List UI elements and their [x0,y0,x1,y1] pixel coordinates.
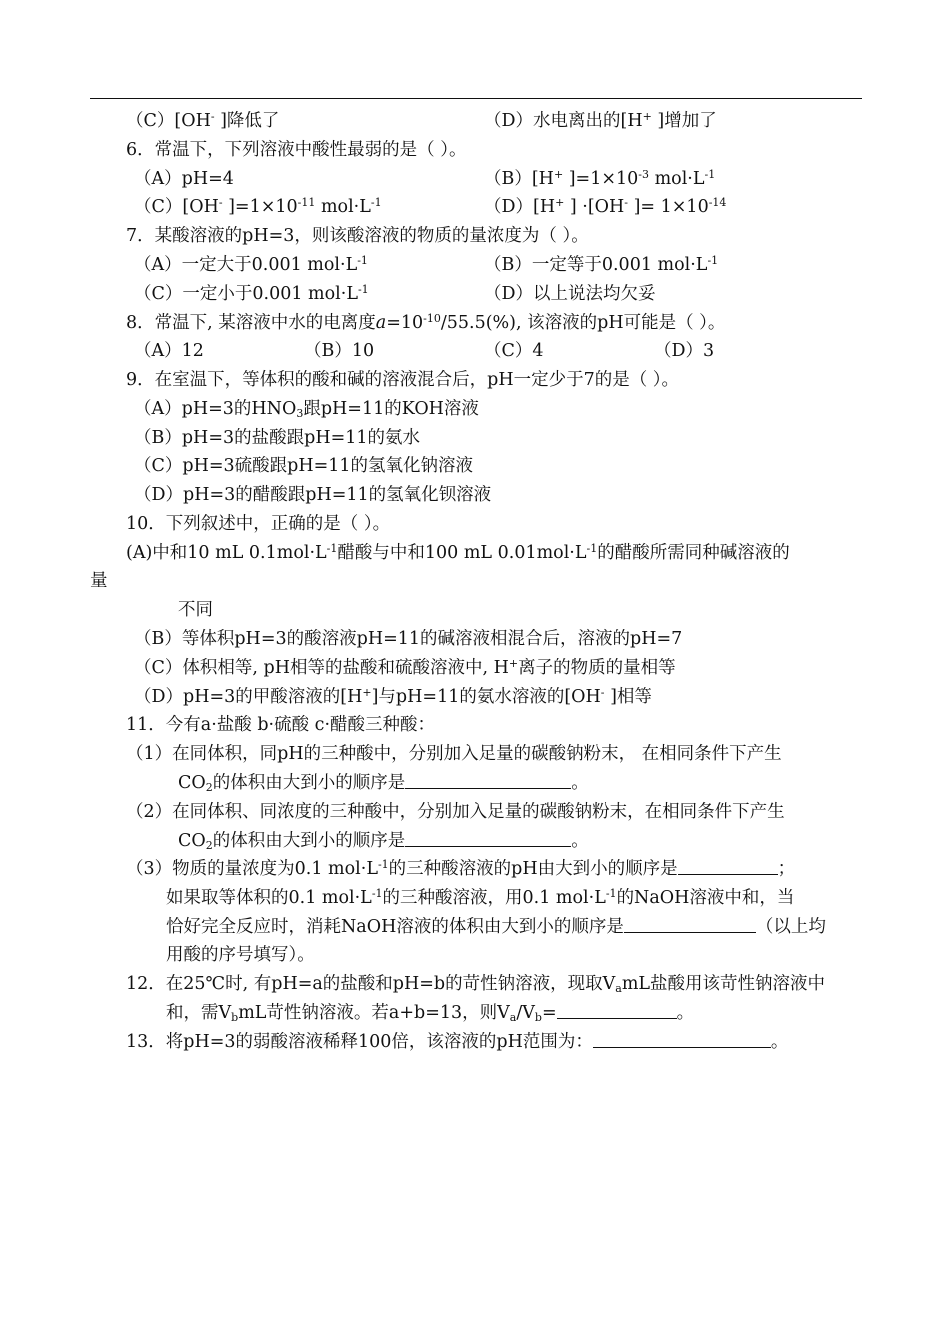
header-rule [90,98,862,99]
q13-line1: 13．将pH=3的弱酸溶液稀释100倍，该溶液的pH范围为： 。 [126,1032,789,1052]
q10-option-a-cont: 不同 [178,600,213,620]
q6-option-a: （A）pH=4 [134,169,234,189]
q10-option-b: （B）等体积pH=3的酸溶液pH=11的碱溶液相混合后，溶液的pH=7 [134,629,683,649]
q6-option-d: （D）[H+ ] ·[OH- ]= $1\times 10^{-14}$ [484,196,727,217]
answer-blank[interactable] [557,1004,677,1019]
q6-stem: 6．常温下，下列溶液中酸性最弱的是（ ）。 [126,140,467,160]
answer-blank[interactable] [405,832,571,847]
q8-option-d: （D）3 [654,341,715,361]
q11-stem: 11．今有a·盐酸 b·硫酸 c·醋酸三种酸： [126,715,436,735]
q11-part3-cont2: 恰好完全反应时，消耗NaOH溶液的体积由大到小的顺序是 （以上均 [166,917,826,937]
answer-blank[interactable] [678,860,778,875]
q9-option-a: （A）pH=3的$HNO_3$跟pH=11的KOH溶液 [134,399,479,420]
q8-option-b: （B）10 [304,341,375,361]
q10-option-a-wrap: 量 [90,571,108,591]
q10-option-d: （D）pH=3的甲酸溶液的[H+]与pH=11的氨水溶液的[OH- ]相等 [134,686,652,707]
q8-option-c: （C）4 [484,341,544,361]
answer-blank[interactable] [624,918,756,933]
q9-option-c: （C）pH=3硫酸跟pH=11的氢氧化钠溶液 [134,456,474,476]
q5-option-c: （C）[OH- ]降低了 [126,110,280,131]
q7-option-a: （A）一定大于0.001 $mol\cdot L^{-1}$ [134,254,368,275]
q11-part3-cont3: 用酸的序号填写）。 [166,945,315,965]
q10-option-c: （C）体积相等, pH相等的盐酸和硫酸溶液中, H+离子的物质的量相等 [134,657,676,678]
q10-option-a: (A)中和10 mL $0.1mol\cdot L^{-1}$醋酸与中和100 mL $0.01mol\cdot L^{-1}$的醋酸所需同种碱溶液的 [126,542,790,563]
q11-part2-cont: $CO_2$的体积由大到小的顺序是 。 [178,831,589,852]
q10-stem: 10．下列叙述中，正确的是（ ）。 [126,514,391,534]
q12-line1: 12．在25℃时, 有pH=a的盐酸和pH=b的苛性钠溶液，现取$V_amL$盐酸用该苛性钠溶液中 [126,974,826,995]
q8-option-a: （A）12 [134,341,204,361]
q11-part1: （1）在同体积，同pH的三种酸中，分别加入足量的碳酸钠粉末， 在相同条件下产生 [126,744,782,764]
q9-stem: 9．在室温下，等体积的酸和碱的溶液混合后，pH一定少于7的是（ ）。 [126,370,680,390]
q11-part3-cont: 如果取等体积的0.1 $mol\cdot L^{-1}$的三种酸溶液，用0.1 $mol\cdot L^{-1}$的NaOH溶液中和，当 [166,887,795,908]
q6-option-c: （C）[OH- ]$=1\times 10^{-11}$ $mol\cdot L^{-1}$ [134,196,382,217]
q9-option-b: （B）pH=3的盐酸跟pH=11的氨水 [134,428,421,448]
q7-option-d: （D）以上说法均欠妥 [484,284,656,304]
q11-part1-cont: $CO_2$的体积由大到小的顺序是 。 [178,773,589,794]
q6-option-b: （B）[H+ ]$=1\times 10^{-3}$ $mol\cdot L^{-1}$ [484,168,716,189]
q7-option-b: （B）一定等于0.001 $mol\cdot L^{-1}$ [484,254,719,275]
q12-line2: 和，需$V_bmL$苛性钠溶液。若a+b=13，则$V_a/V_b=$ 。 [166,1003,695,1024]
q11-part3: （3）物质的量浓度为0.1 $mol\cdot L^{-1}$的三种酸溶液的pH由大到小的顺序是 ； [126,858,796,879]
q11-part2: （2）在同体积、同浓度的三种酸中，分别加入足量的碳酸钠粉末，在相同条件下产生 [126,802,785,822]
q9-option-d: （D）pH=3的醋酸跟pH=11的氢氧化钡溶液 [134,485,492,505]
q8-stem: 8．常温下, 某溶液中水的电离度$a=10^{-10}/55.5(\%)$, 该溶液的pH可能是（ ）。 [126,312,726,333]
q7-option-c: （C）一定小于0.001 $mol\cdot L^{-1}$ [134,283,369,304]
q5-option-d: （D）水电离出的[H+ ]增加了 [484,110,717,131]
answer-blank[interactable] [593,1033,771,1048]
answer-blank[interactable] [405,774,571,789]
q7-stem: 7．某酸溶液的pH=3，则该酸溶液的物质的量浓度为（ ）。 [126,226,589,246]
